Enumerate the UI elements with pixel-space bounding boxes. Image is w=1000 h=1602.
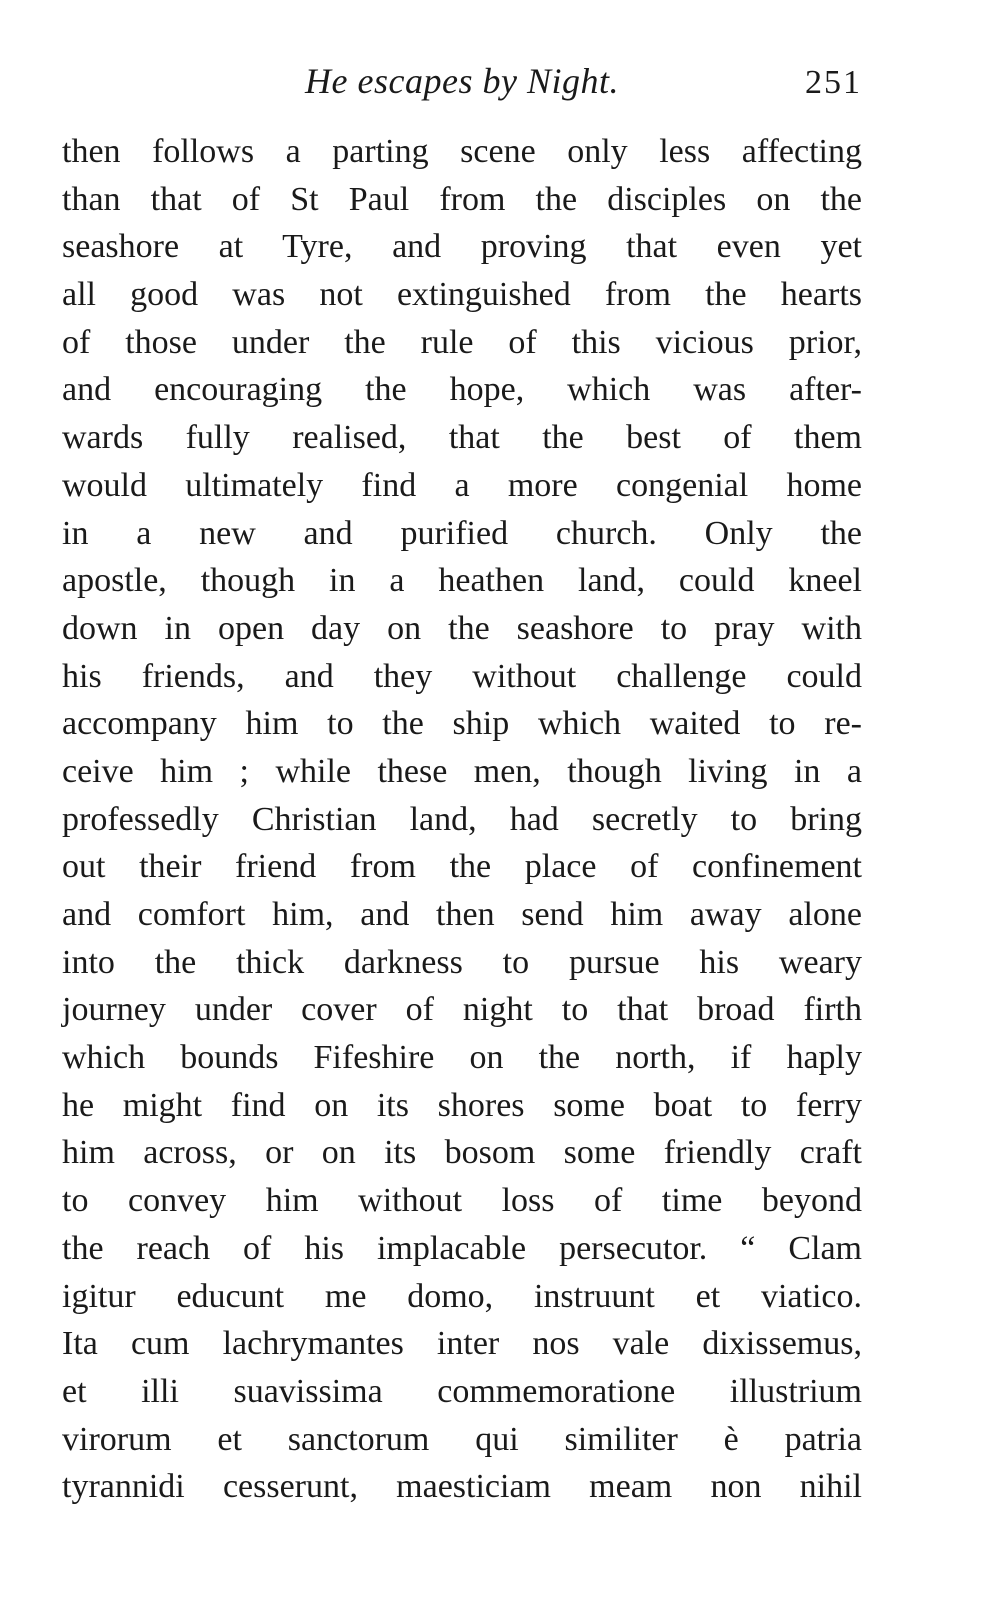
text-line: professedly Christian land, had secretly to bring — [62, 800, 862, 838]
text-line: journey under cover of night to that broad firth — [62, 991, 862, 1029]
text-line: his friends, and they without challenge could — [62, 657, 862, 695]
text-line: he might find on its shores some boat to ferry — [62, 1086, 862, 1124]
text-line: to convey him without loss of time beyond — [62, 1182, 862, 1220]
text-line: into the thick darkness to pursue his weary — [62, 943, 862, 981]
text-line: apostle, though in a heathen land, could kneel — [62, 562, 862, 600]
text-line: et illi suavissima commemoratione illustrium — [62, 1372, 862, 1410]
text-line: which bounds Fifeshire on the north, if haply — [62, 1039, 862, 1077]
text-line: virorum et sanctorum qui similiter è patria — [62, 1420, 862, 1458]
text-line: down in open day on the seashore to pray with — [62, 609, 862, 647]
text-line: all good was not extinguished from the hearts — [62, 276, 862, 314]
body-text — [62, 128, 862, 1511]
text-line: accompany him to the ship which waited to re- — [62, 705, 862, 743]
text-line: in a new and purified church. Only the — [62, 514, 862, 552]
running-title: He escapes by Night. — [305, 61, 619, 101]
text-line: out their friend from the place of confinement — [62, 848, 862, 886]
page-number: 251 — [805, 64, 862, 101]
text-line: and encouraging the hope, which was after- — [62, 371, 862, 409]
text-line: of those under the rule of this vicious prior, — [62, 323, 862, 361]
text-line: the reach of his implacable persecutor. “ Clam — [62, 1229, 862, 1267]
text-line: tyrannidi cesserunt, maesticiam meam non nihil — [62, 1468, 862, 1506]
text-line: and comfort him, and then send him away alone — [62, 896, 862, 933]
text-line: him across, or on its bosom some friendly craft — [62, 1134, 862, 1172]
text-line: than that of St Paul from the disciples on the — [62, 180, 862, 218]
text-line: igitur educunt me domo, instruunt et viatico. — [62, 1277, 862, 1315]
text-line: Ita cum lachrymantes inter nos vale dixissemus, — [62, 1325, 862, 1363]
running-head — [62, 56, 862, 106]
text-line: wards fully realised, that the best of them — [62, 419, 862, 457]
text-line: then follows a parting scene only less affecting — [62, 133, 862, 170]
text-line: ceive him ; while these men, though living in a — [62, 752, 862, 790]
text-line: seashore at Tyre, and proving that even yet — [62, 228, 862, 266]
text-line: would ultimately find a more congenial home — [62, 466, 862, 504]
